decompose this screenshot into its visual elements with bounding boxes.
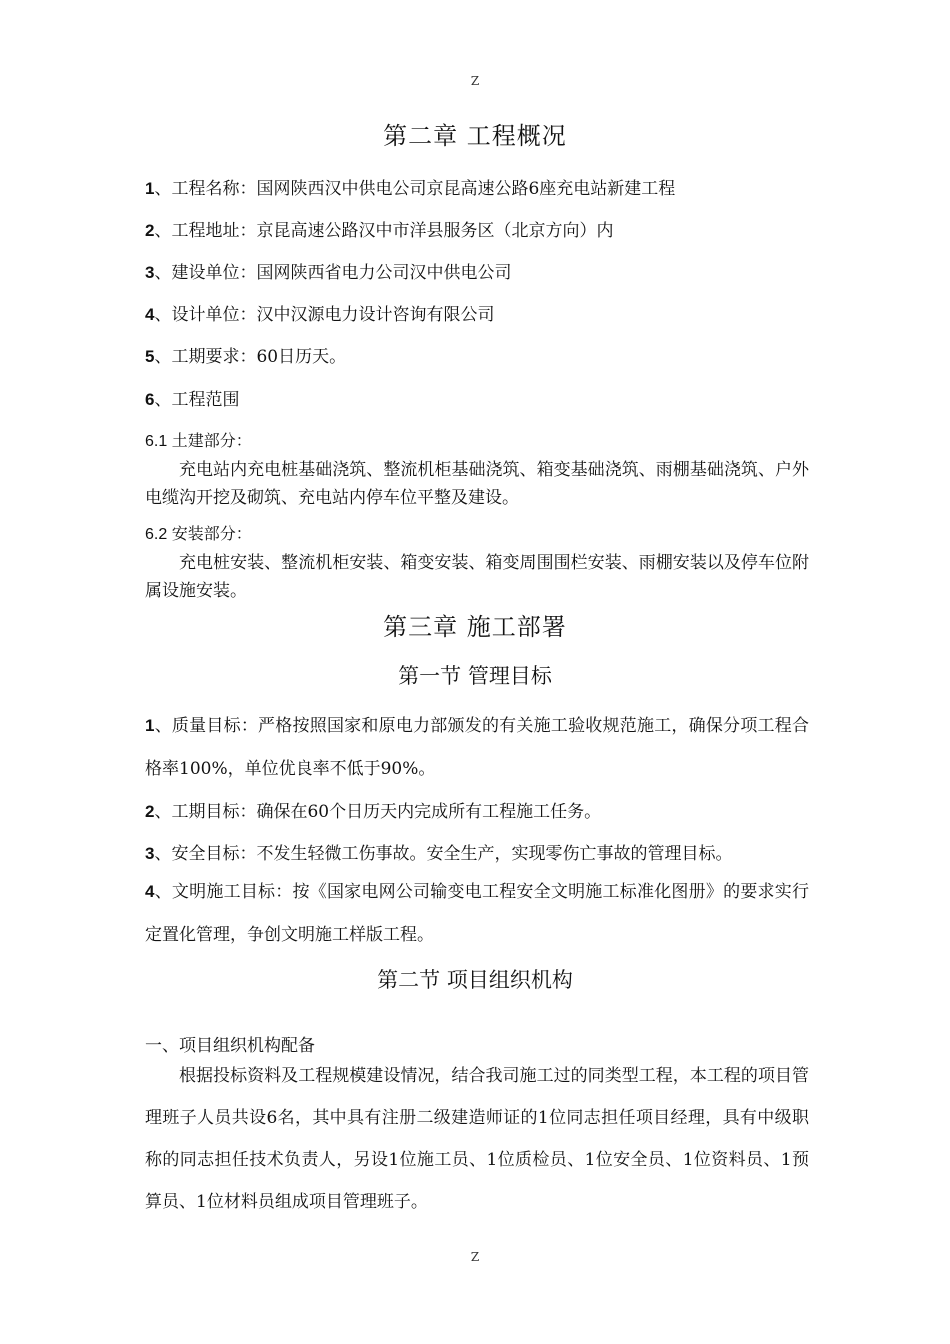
installation-heading: 6.2 安装部分： [145, 526, 252, 543]
item-number: 3 [145, 263, 155, 282]
org-structure-heading: 一、项目组织机构配备 [145, 1036, 315, 1056]
project-info-item-3 [145, 258, 810, 283]
goal-item-4 [145, 870, 809, 957]
project-info-item-2 [145, 216, 810, 241]
item-text: 、建设单位：国网陕西省电力公司汉中供电公司 [154, 263, 512, 283]
goal-text: 、工期目标：确保在60个日历天内完成所有工程施工任务。 [154, 802, 602, 822]
goal-item-1 [145, 704, 809, 791]
page-footer-mark: Z [470, 1250, 480, 1264]
goal-number: 4 [145, 882, 155, 901]
item-number: 4 [145, 305, 155, 324]
page-header-mark: Z [470, 74, 480, 88]
goal-text: 、文明施工目标：按《国家电网公司输变电工程安全文明施工标准化图册》的要求实行定置化管理，争创文明施工样版工程。 [145, 882, 809, 945]
goal-number: 3 [145, 844, 155, 863]
goal-item-2 [145, 797, 810, 822]
item-number: 6 [145, 390, 155, 409]
project-info-item-4 [145, 300, 810, 325]
goal-text: 、质量目标：严格按照国家和原电力部颁发的有关施工验收规范施工，确保分项工程合格率100%，单位优良率不低于90%。 [145, 716, 809, 779]
org-structure-text: 根据投标资料及工程规模建设情况，结合我司施工过的同类型工程，本工程的项目管理班子人员共设6名，其中具有注册二级建造师证的1位同志担任项目经理，具有中级职称的同志担任技术负责人，另设1位施工员、1位质检员、1位安全员、1位资料员、1预算员、1位材料员组成项目管理班子。 [145, 1066, 809, 1212]
civil-works-heading: 6.1 土建部分： [145, 433, 252, 450]
project-info-item-5 [145, 342, 810, 367]
item-text: 、工期要求：60日历天。 [154, 347, 347, 367]
item-number: 5 [145, 347, 155, 366]
item-number: 2 [145, 221, 155, 240]
goal-item-3 [145, 839, 810, 864]
chapter-2-title: 第二章 工程概况 [383, 122, 567, 150]
item-number: 1 [145, 179, 155, 198]
goal-text: 、安全目标：不发生轻微工伤事故。安全生产，实现零伤亡事故的管理目标。 [154, 844, 733, 864]
civil-works-text: 充电站内充电桩基础浇筑、整流机柜基础浇筑、箱变基础浇筑、雨棚基础浇筑、户外电缆沟开挖及砌筑、充电站内停车位平整及建设。 [145, 460, 809, 508]
item-text: 、工程范围 [154, 390, 240, 410]
project-info-item-1 [145, 174, 810, 199]
chapter-3-title: 第三章 施工部署 [383, 613, 567, 641]
section-1-title: 第一节 管理目标 [398, 664, 552, 688]
item-text: 、设计单位：汉中汉源电力设计咨询有限公司 [154, 305, 495, 325]
project-info-item-6 [145, 385, 810, 410]
item-text: 、工程名称：国网陕西汉中供电公司京昆高速公路6座充电站新建工程 [154, 179, 676, 199]
section-2-title: 第二节 项目组织机构 [377, 968, 573, 992]
item-text: 、工程地址：京昆高速公路汉中市洋县服务区（北京方向）内 [154, 221, 614, 241]
goal-number: 1 [145, 716, 155, 735]
goal-number: 2 [145, 802, 155, 821]
installation-text: 充电桩安装、整流机柜安装、箱变安装、箱变周围围栏安装、雨棚安装以及停车位附属设施安装。 [145, 553, 809, 601]
